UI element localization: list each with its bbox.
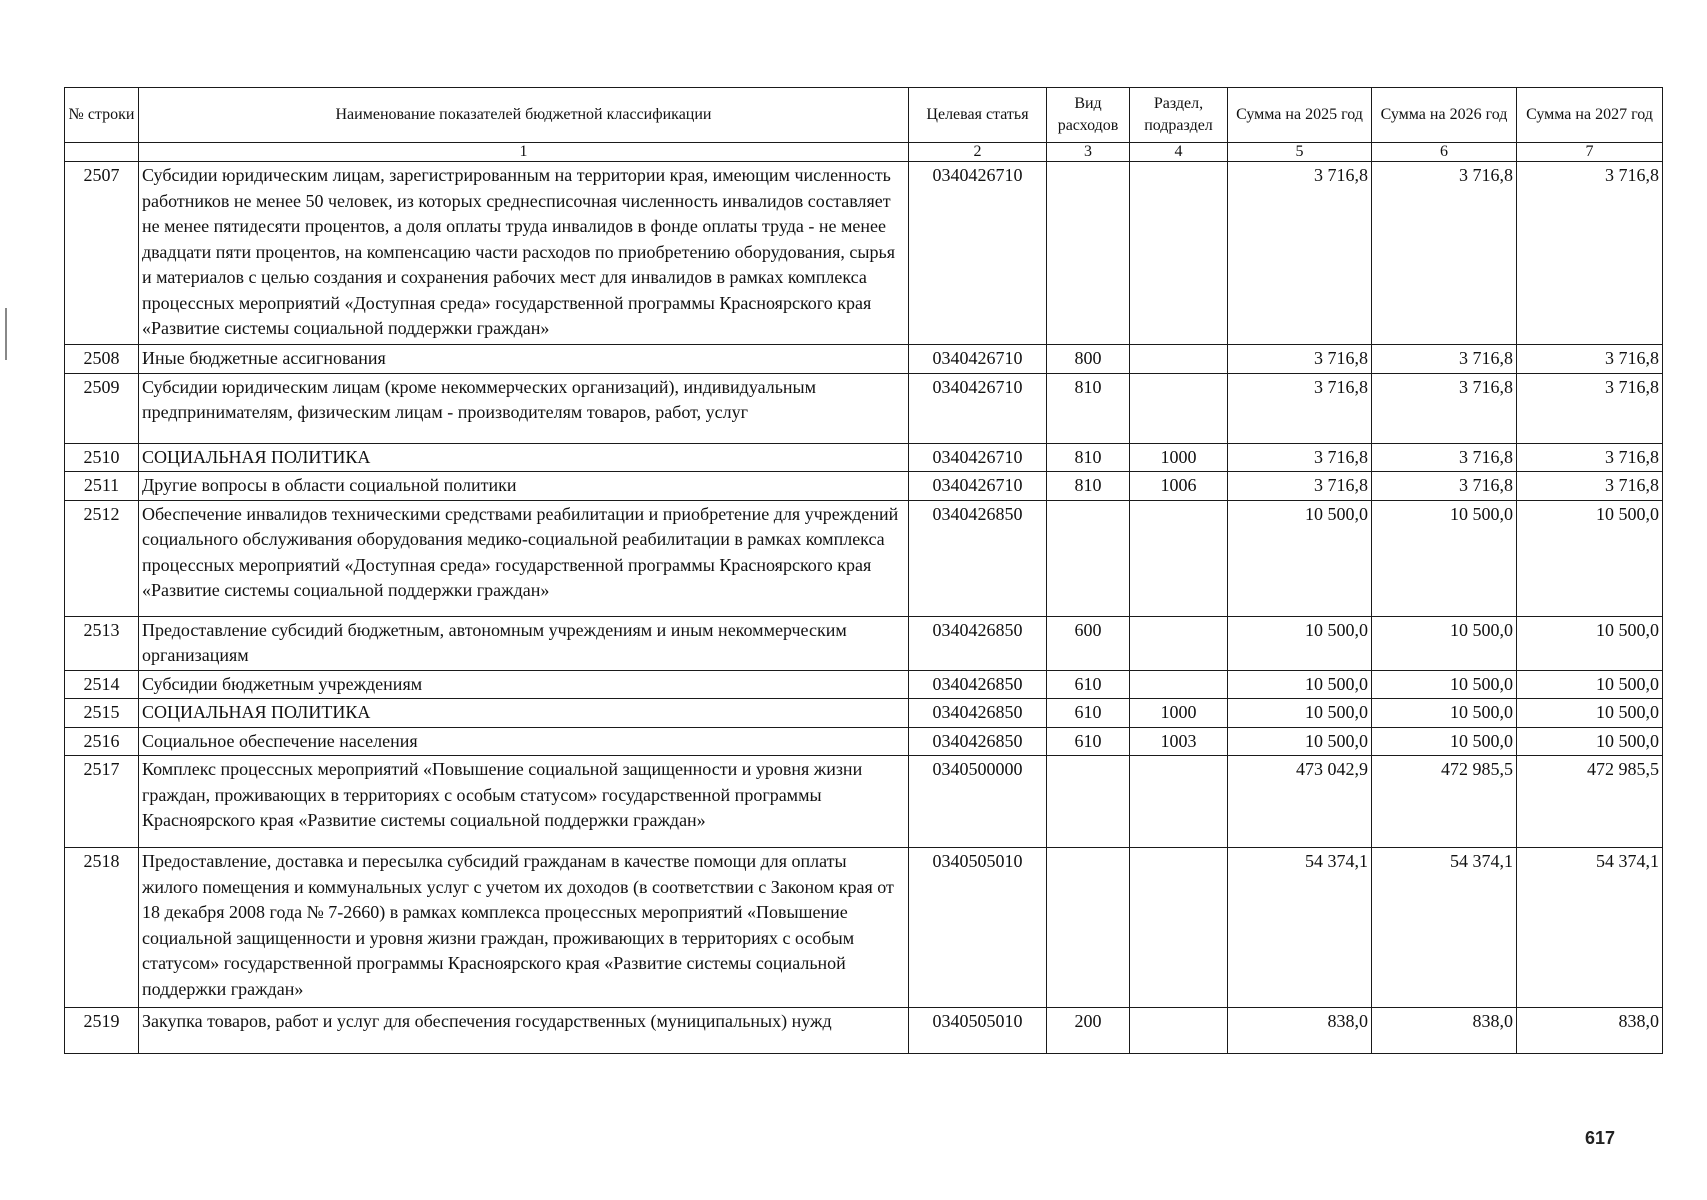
header-kind: Вид расходов: [1047, 88, 1130, 143]
row-target-code: 0340426850: [909, 670, 1047, 699]
row-name: СОЦИАЛЬНАЯ ПОЛИТИКА: [139, 699, 909, 728]
row-expense-kind: 810: [1047, 443, 1130, 472]
row-sum-2025: 10 500,0: [1228, 670, 1372, 699]
row-sum-2027: 10 500,0: [1517, 500, 1663, 616]
row-sum-2027: 54 374,1: [1517, 848, 1663, 1008]
row-section: [1130, 373, 1228, 443]
row-number: 2507: [65, 162, 139, 345]
row-number: 2508: [65, 345, 139, 374]
row-number: 2515: [65, 699, 139, 728]
row-section: [1130, 500, 1228, 616]
column-number: 7: [1517, 143, 1663, 162]
table-row: [65, 162, 1663, 345]
row-sum-2027: 10 500,0: [1517, 727, 1663, 756]
row-name: Социальное обеспечение населения: [139, 727, 909, 756]
table-row: [65, 1008, 1663, 1054]
row-name: Обеспечение инвалидов техническими средствами реабилитации и приобретение для учреждений социального обслуживания оборудования медико-социальной реабилитации в рамках комплекса процессных мероприятий «Доступная среда» государственной программы Красноярского края «Развитие системы социальной поддержки граждан»: [139, 500, 909, 616]
row-sum-2025: 3 716,8: [1228, 373, 1372, 443]
row-section: [1130, 345, 1228, 374]
header-sum-2027: Сумма на 2027 год: [1517, 88, 1663, 143]
row-expense-kind: [1047, 848, 1130, 1008]
row-target-code: 0340426710: [909, 162, 1047, 345]
header-row-no: № строки: [65, 88, 139, 143]
row-sum-2025: 3 716,8: [1228, 345, 1372, 374]
header-sum-2026: Сумма на 2026 год: [1372, 88, 1517, 143]
row-target-code: 0340426710: [909, 345, 1047, 374]
row-sum-2026: 838,0: [1372, 1008, 1517, 1054]
row-expense-kind: 610: [1047, 699, 1130, 728]
row-sum-2026: 10 500,0: [1372, 616, 1517, 670]
table-row: [65, 616, 1663, 670]
row-section: [1130, 1008, 1228, 1054]
column-number: 1: [139, 143, 909, 162]
row-sum-2026: 10 500,0: [1372, 699, 1517, 728]
row-sum-2025: 10 500,0: [1228, 699, 1372, 728]
table-row: [65, 848, 1663, 1008]
column-number-row: [65, 143, 1663, 162]
row-target-code: 0340426850: [909, 727, 1047, 756]
row-sum-2027: 3 716,8: [1517, 162, 1663, 345]
table-row: [65, 727, 1663, 756]
row-name: Субсидии юридическим лицам (кроме некоммерческих организаций), индивидуальным предпринимателям, физическим лицам - производителям товаров, работ, услуг: [139, 373, 909, 443]
column-number: 2: [909, 143, 1047, 162]
row-sum-2026: 472 985,5: [1372, 756, 1517, 848]
row-number: 2509: [65, 373, 139, 443]
header-row: [65, 88, 1663, 143]
column-number-blank: [65, 143, 139, 162]
column-number: 6: [1372, 143, 1517, 162]
row-sum-2027: 3 716,8: [1517, 345, 1663, 374]
row-number: 2519: [65, 1008, 139, 1054]
row-target-code: 0340505010: [909, 848, 1047, 1008]
row-section: [1130, 616, 1228, 670]
row-sum-2025: 3 716,8: [1228, 162, 1372, 345]
row-sum-2027: 10 500,0: [1517, 670, 1663, 699]
row-target-code: 0340426710: [909, 472, 1047, 501]
row-target-code: 0340426850: [909, 699, 1047, 728]
row-expense-kind: 810: [1047, 373, 1130, 443]
table-row: [65, 756, 1663, 848]
row-number: 2518: [65, 848, 139, 1008]
row-expense-kind: [1047, 500, 1130, 616]
row-name: Закупка товаров, работ и услуг для обеспечения государственных (муниципальных) нужд: [139, 1008, 909, 1054]
row-section: [1130, 670, 1228, 699]
row-sum-2027: 10 500,0: [1517, 699, 1663, 728]
table-row: [65, 373, 1663, 443]
row-sum-2025: 54 374,1: [1228, 848, 1372, 1008]
row-number: 2516: [65, 727, 139, 756]
row-sum-2025: 838,0: [1228, 1008, 1372, 1054]
header-target: Целевая статья: [909, 88, 1047, 143]
row-name: СОЦИАЛЬНАЯ ПОЛИТИКА: [139, 443, 909, 472]
row-section: 1006: [1130, 472, 1228, 501]
row-sum-2025: 473 042,9: [1228, 756, 1372, 848]
row-sum-2025: 10 500,0: [1228, 616, 1372, 670]
row-sum-2026: 3 716,8: [1372, 472, 1517, 501]
row-sum-2026: 10 500,0: [1372, 727, 1517, 756]
margin-mark: [5, 308, 7, 360]
row-sum-2026: 3 716,8: [1372, 443, 1517, 472]
row-sum-2027: 3 716,8: [1517, 443, 1663, 472]
row-number: 2514: [65, 670, 139, 699]
column-number: 3: [1047, 143, 1130, 162]
row-target-code: 0340500000: [909, 756, 1047, 848]
row-expense-kind: 810: [1047, 472, 1130, 501]
row-name: Иные бюджетные ассигнования: [139, 345, 909, 374]
row-sum-2026: 3 716,8: [1372, 162, 1517, 345]
row-sum-2026: 54 374,1: [1372, 848, 1517, 1008]
budget-table: [64, 87, 1663, 1054]
row-number: 2517: [65, 756, 139, 848]
table-body: [65, 162, 1663, 1054]
header-sum-2025: Сумма на 2025 год: [1228, 88, 1372, 143]
row-number: 2510: [65, 443, 139, 472]
row-sum-2026: 3 716,8: [1372, 345, 1517, 374]
row-target-code: 0340505010: [909, 1008, 1047, 1054]
row-sum-2027: 472 985,5: [1517, 756, 1663, 848]
row-name: Другие вопросы в области социальной политики: [139, 472, 909, 501]
row-section: [1130, 848, 1228, 1008]
row-expense-kind: [1047, 162, 1130, 345]
column-number: 5: [1228, 143, 1372, 162]
row-number: 2511: [65, 472, 139, 501]
row-name: Предоставление, доставка и пересылка субсидий гражданам в качестве помощи для оплаты жилого помещения и коммунальных услуг с учетом их доходов (в соответствии с Законом края от 18 декабря 2008 года № 7-2660) в рамках комплекса процессных мероприятий «Повышение социальной защищенности и уровня жизни граждан, проживающих в территориях с особым статусом» государственной программы Красноярского края «Развитие системы социальной поддержки граждан»: [139, 848, 909, 1008]
page-number: 617: [1585, 1128, 1616, 1148]
table-row: [65, 345, 1663, 374]
header-name: Наименование показателей бюджетной классификации: [139, 88, 909, 143]
row-number: 2512: [65, 500, 139, 616]
row-number: 2513: [65, 616, 139, 670]
row-target-code: 0340426850: [909, 616, 1047, 670]
row-sum-2026: 3 716,8: [1372, 373, 1517, 443]
row-sum-2025: 10 500,0: [1228, 500, 1372, 616]
row-target-code: 0340426710: [909, 373, 1047, 443]
row-sum-2027: 10 500,0: [1517, 616, 1663, 670]
row-expense-kind: 800: [1047, 345, 1130, 374]
row-target-code: 0340426710: [909, 443, 1047, 472]
row-section: [1130, 756, 1228, 848]
table-row: [65, 670, 1663, 699]
table-row: [65, 472, 1663, 501]
row-expense-kind: [1047, 756, 1130, 848]
row-sum-2025: 3 716,8: [1228, 472, 1372, 501]
row-name: Субсидии бюджетным учреждениям: [139, 670, 909, 699]
row-sum-2025: 3 716,8: [1228, 443, 1372, 472]
table-row: [65, 443, 1663, 472]
column-number: 4: [1130, 143, 1228, 162]
table-row: [65, 500, 1663, 616]
row-section: [1130, 162, 1228, 345]
row-name: Субсидии юридическим лицам, зарегистрированным на территории края, имеющим численность работников не менее 50 человек, из которых среднесписочная численность инвалидов составляет не менее пятидесяти процентов, а доля оплаты труда инвалидов в фонде оплаты труда - не менее двадцати пяти процентов, на компенсацию части расходов по приобретению оборудования, сырья и материалов с целью создания и сохранения рабочих мест для инвалидов в рамках комплекса процессных мероприятий «Доступная среда» государственной программы Красноярского края «Развитие системы социальной поддержки граждан»: [139, 162, 909, 345]
row-sum-2027: 3 716,8: [1517, 472, 1663, 501]
row-sum-2025: 10 500,0: [1228, 727, 1372, 756]
row-sum-2026: 10 500,0: [1372, 670, 1517, 699]
row-section: 1000: [1130, 699, 1228, 728]
row-sum-2027: 838,0: [1517, 1008, 1663, 1054]
row-expense-kind: 600: [1047, 616, 1130, 670]
table-row: [65, 699, 1663, 728]
row-expense-kind: 200: [1047, 1008, 1130, 1054]
row-target-code: 0340426850: [909, 500, 1047, 616]
row-name: Предоставление субсидий бюджетным, автономным учреждениям и иным некоммерческим организациям: [139, 616, 909, 670]
row-section: 1000: [1130, 443, 1228, 472]
row-sum-2026: 10 500,0: [1372, 500, 1517, 616]
row-sum-2027: 3 716,8: [1517, 373, 1663, 443]
row-expense-kind: 610: [1047, 670, 1130, 699]
row-section: 1003: [1130, 727, 1228, 756]
header-section: Раздел, подраздел: [1130, 88, 1228, 143]
row-expense-kind: 610: [1047, 727, 1130, 756]
row-name: Комплекс процессных мероприятий «Повышение социальной защищенности и уровня жизни граждан, проживающих в территориях с особым статусом» государственной программы Красноярского края «Развитие системы социальной поддержки граждан»: [139, 756, 909, 848]
